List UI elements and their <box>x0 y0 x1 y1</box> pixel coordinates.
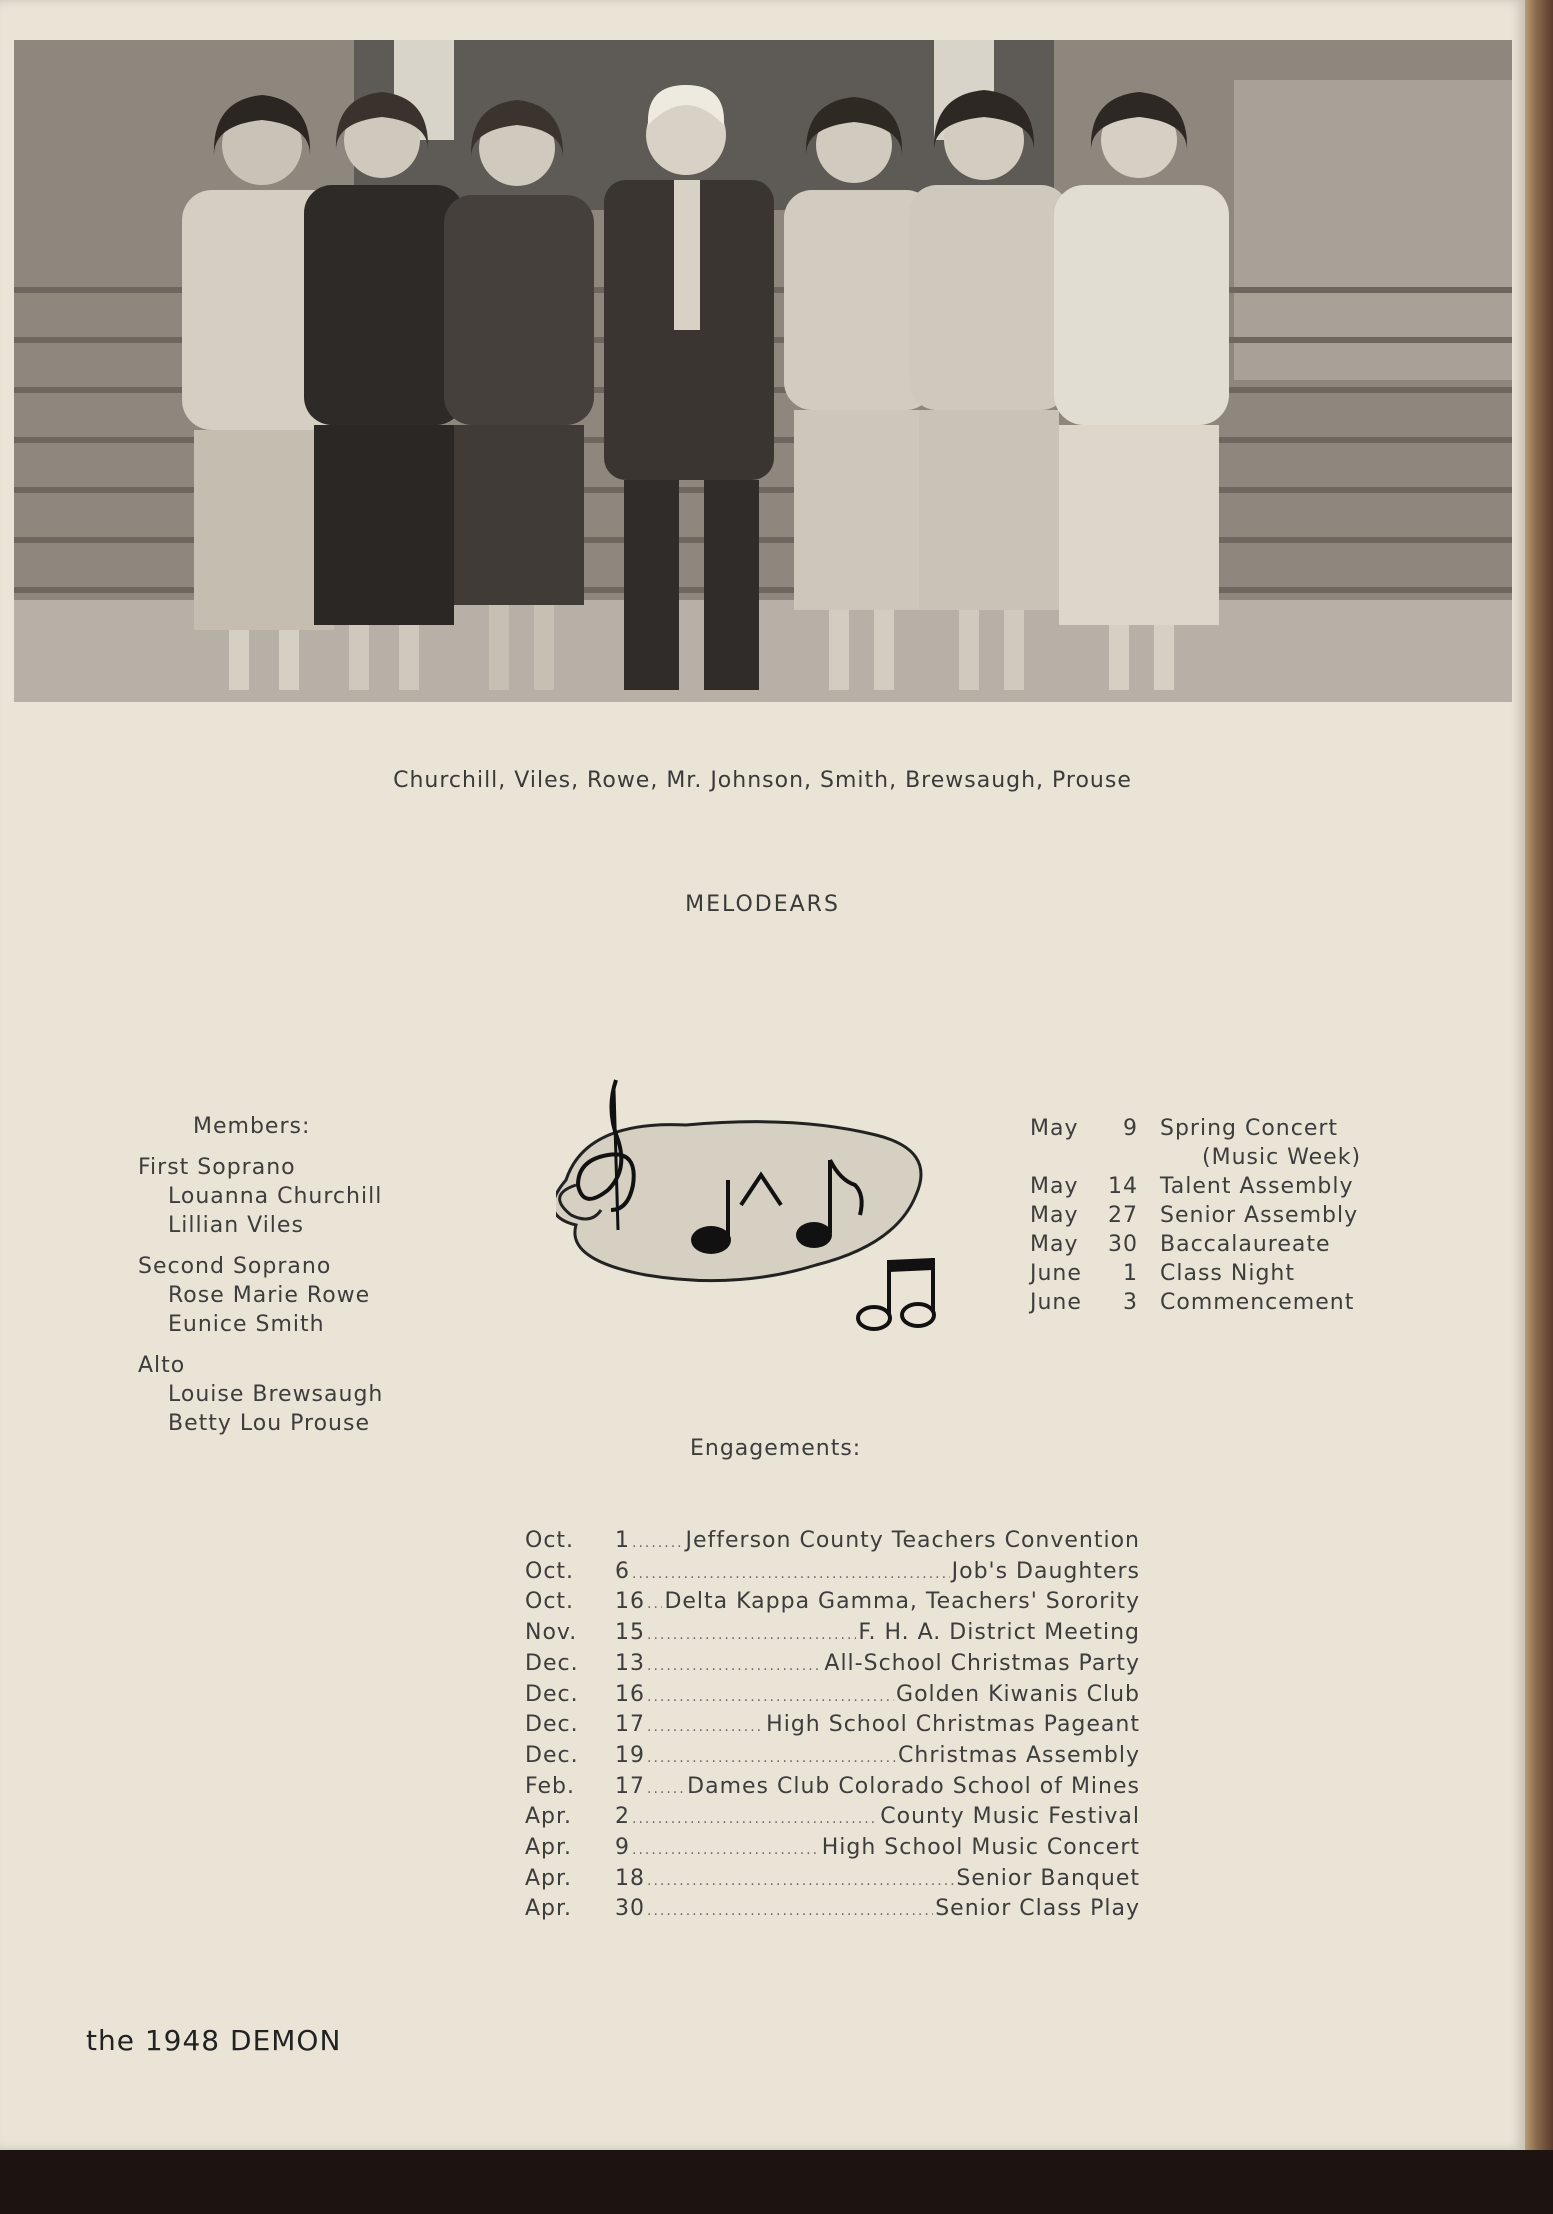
engagement-event: F. H. A. District Meeting <box>858 1620 1140 1646</box>
schedule-day: 9 <box>1123 1116 1138 1141</box>
leader-dots <box>647 1897 933 1926</box>
engagement-row <box>525 1558 1140 1589</box>
engagement-event: All-School Christmas Party <box>824 1650 1140 1676</box>
engagement-month: Nov. <box>525 1620 578 1646</box>
group-title: MELODEARS <box>685 892 840 917</box>
engagement-event: Job's Daughters <box>951 1558 1140 1584</box>
engagement-row <box>525 1834 1140 1865</box>
engagement-day: 17 <box>615 1773 645 1799</box>
member-section <box>138 1351 458 1438</box>
schedule-month: June <box>1030 1261 1082 1286</box>
engagement-day: 16 <box>615 1589 645 1615</box>
spring-schedule <box>1030 1114 1370 1317</box>
engagement-month: Apr. <box>525 1865 573 1891</box>
engagement-day: 19 <box>615 1742 645 1768</box>
schedule-day: 14 <box>1108 1174 1138 1199</box>
schedule-note: (Music Week) <box>1202 1145 1362 1170</box>
section-part: First Soprano <box>138 1155 296 1180</box>
members-heading: Members: <box>193 1114 311 1139</box>
engagement-month: Oct. <box>525 1558 575 1584</box>
engagement-day: 2 <box>615 1804 630 1830</box>
leader-dots <box>647 1744 896 1773</box>
schedule-event: Talent Assembly <box>1160 1174 1354 1199</box>
schedule-event: Class Night <box>1160 1261 1295 1286</box>
schedule-day: 30 <box>1108 1232 1138 1257</box>
engagement-row <box>525 1681 1140 1712</box>
engagement-event: Senior Class Play <box>935 1896 1140 1922</box>
schedule-month: May <box>1030 1116 1079 1141</box>
schedule-month: May <box>1030 1203 1079 1228</box>
engagement-event: Jefferson County Teachers Convention <box>685 1528 1140 1553</box>
schedule-day: 27 <box>1108 1203 1138 1228</box>
engagement-month: Dec. <box>525 1681 579 1707</box>
member-name: Louise Brewsaugh <box>168 1382 384 1407</box>
engagement-day: 18 <box>615 1865 645 1891</box>
leader-dots <box>632 1560 950 1589</box>
engagement-day: 17 <box>615 1712 645 1738</box>
engagement-month: Apr. <box>525 1835 573 1861</box>
engagement-day: 13 <box>615 1650 645 1676</box>
engagement-row <box>525 1588 1140 1619</box>
schedule-event: Spring Concert <box>1160 1116 1339 1141</box>
member-name: Lillian Viles <box>168 1213 304 1238</box>
member-name: Betty Lou Prouse <box>168 1411 371 1436</box>
schedule-event: Commencement <box>1160 1290 1355 1315</box>
leader-dots <box>632 1836 820 1865</box>
engagements-heading: Engagements: <box>690 1436 862 1461</box>
leader-dots <box>647 1652 822 1681</box>
schedule-row <box>1030 1172 1370 1201</box>
engagement-month: Dec. <box>525 1712 579 1738</box>
engagement-month: Oct. <box>525 1589 575 1615</box>
engagement-month: Dec. <box>525 1650 579 1676</box>
schedule-row <box>1030 1114 1370 1143</box>
leader-dots <box>632 1805 878 1834</box>
engagement-event: Christmas Assembly <box>898 1742 1140 1768</box>
engagement-row <box>525 1865 1140 1896</box>
leader-dots <box>647 1683 894 1712</box>
leader-dots <box>647 1775 685 1804</box>
engagement-month: Apr. <box>525 1896 573 1922</box>
engagement-row <box>525 1803 1140 1834</box>
engagement-row <box>525 1527 1140 1558</box>
engagement-day: 15 <box>615 1620 645 1646</box>
engagement-event: Golden Kiwanis Club <box>896 1681 1140 1707</box>
member-name: Eunice Smith <box>168 1312 325 1337</box>
engagement-row <box>525 1650 1140 1681</box>
engagement-day: 16 <box>615 1681 645 1707</box>
schedule-row <box>1030 1259 1370 1288</box>
engagement-event: County Music Festival <box>880 1804 1140 1830</box>
leader-dots <box>647 1621 856 1650</box>
engagement-row <box>525 1742 1140 1773</box>
schedule-day: 1 <box>1123 1261 1138 1286</box>
schedule-month: May <box>1030 1232 1079 1257</box>
schedule-event: Senior Assembly <box>1160 1203 1359 1228</box>
section-part: Alto <box>138 1353 186 1378</box>
engagement-day: 30 <box>615 1896 645 1922</box>
engagement-day: 6 <box>615 1558 630 1584</box>
scan-bottom-edge <box>0 2150 1553 2214</box>
engagement-event: High School Christmas Pageant <box>766 1712 1140 1738</box>
group-photo-illustration <box>14 40 1512 702</box>
engagement-month: Apr. <box>525 1804 573 1830</box>
engagement-day: 9 <box>615 1835 630 1861</box>
engagement-month: Oct. <box>525 1528 575 1553</box>
member-section <box>138 1252 458 1339</box>
page-footer: the 1948 DEMON <box>86 2024 342 2057</box>
engagement-row <box>525 1895 1140 1926</box>
schedule-row <box>1030 1230 1370 1259</box>
member-name: Louanna Churchill <box>168 1184 383 1209</box>
engagement-month: Feb. <box>525 1773 575 1799</box>
schedule-day: 3 <box>1123 1290 1138 1315</box>
engagement-day: 1 <box>615 1528 630 1553</box>
group-photo <box>14 40 1512 702</box>
engagement-row <box>525 1711 1140 1742</box>
engagement-row <box>525 1619 1140 1650</box>
schedule-row <box>1030 1201 1370 1230</box>
schedule-month: May <box>1030 1174 1079 1199</box>
book-spine-edge <box>1525 0 1553 2214</box>
engagements-list <box>525 1527 1140 1926</box>
leader-dots <box>647 1590 662 1619</box>
leader-dots <box>647 1867 954 1896</box>
schedule-event: Baccalaureate <box>1160 1232 1331 1257</box>
section-part: Second Soprano <box>138 1254 332 1279</box>
music-notes-illustration <box>556 1070 956 1340</box>
schedule-month: June <box>1030 1290 1082 1315</box>
leader-dots <box>632 1529 684 1558</box>
leader-dots <box>647 1713 764 1742</box>
engagement-month: Dec. <box>525 1742 579 1768</box>
schedule-row <box>1030 1288 1370 1317</box>
engagement-event: High School Music Concert <box>821 1835 1140 1861</box>
engagement-event: Dames Club Colorado School of Mines <box>687 1773 1140 1799</box>
engagement-event: Delta Kappa Gamma, Teachers' Sorority <box>664 1589 1140 1615</box>
photo-caption: Churchill, Viles, Rowe, Mr. Johnson, Smith, Brewsaugh, Prouse <box>393 768 1132 793</box>
engagement-event: Senior Banquet <box>956 1865 1140 1891</box>
members-list <box>138 1112 458 1450</box>
member-name: Rose Marie Rowe <box>168 1283 371 1308</box>
engagement-row <box>525 1773 1140 1804</box>
member-section <box>138 1153 458 1240</box>
